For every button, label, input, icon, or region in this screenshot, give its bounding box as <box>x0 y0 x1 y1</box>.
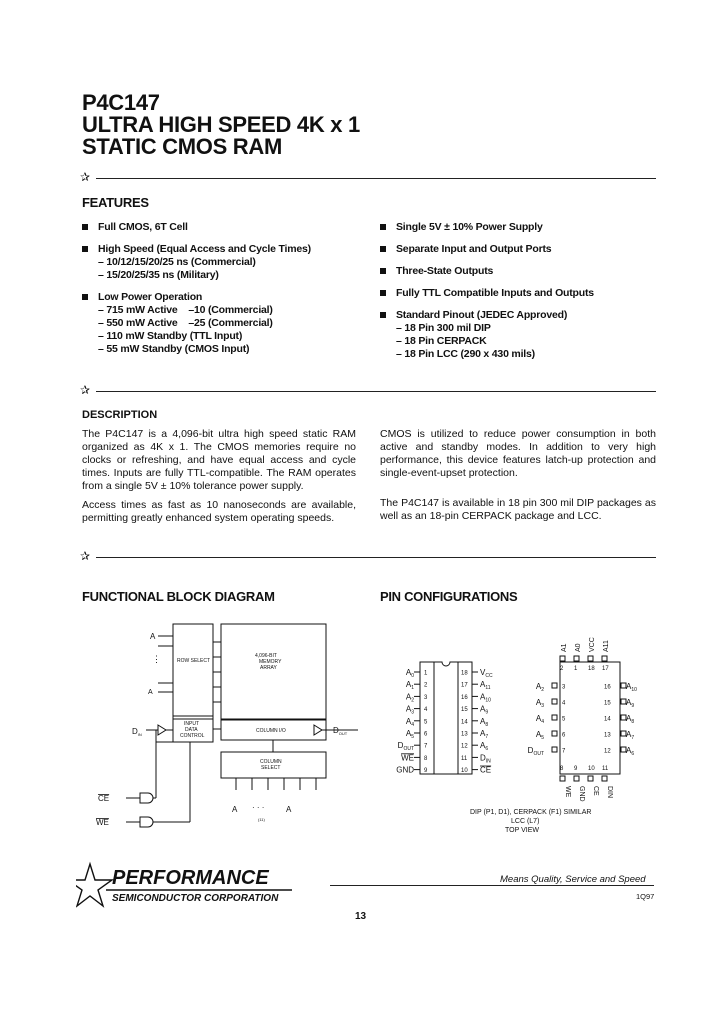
column-a-left-label: A <box>232 805 238 814</box>
feature-item <box>380 265 670 278</box>
input-control-line: CONTROL <box>180 733 205 739</box>
we-label: WE <box>96 818 109 827</box>
lcc-pin-number: 6 <box>562 732 566 739</box>
row-select-label: ROW SELECT <box>177 658 211 664</box>
address-a-label: A <box>150 632 156 641</box>
lcc-pad <box>621 683 626 688</box>
lcc-pad <box>621 731 626 736</box>
ellipsis-icon: · · · <box>252 803 265 812</box>
feature-sub: – 15/20/25/35 ns (Military) <box>98 269 219 281</box>
page-title <box>82 92 360 158</box>
separator <box>96 391 656 392</box>
pin-caption-line: LCC (L7) <box>511 818 540 825</box>
dip-pin-number: 17 <box>461 682 468 689</box>
dip-pin-label: CE <box>480 765 492 775</box>
dip-pin-label: $A_2$ <box>405 692 414 704</box>
lcc-pin-number: 18 <box>588 666 595 672</box>
feature-sub: – 550 mW Active –25 (Commercial) <box>98 317 273 329</box>
input-control-line: INPUT <box>184 721 199 727</box>
din-label <box>132 727 142 737</box>
dip-pin-number: 3 <box>424 694 428 701</box>
feature-label: Standard Pinout (JEDEC Approved) <box>396 309 568 321</box>
address-a-bottom-label: A <box>148 689 153 696</box>
dip-pin-label: $A_{10}$ <box>480 692 491 704</box>
dip-pin-number: 2 <box>424 682 428 689</box>
dip-pin-label: $A_1$ <box>405 680 414 692</box>
feature-label: Three-State Outputs <box>396 265 494 277</box>
lcc-pin-label: $A_4$ <box>535 714 544 725</box>
lcc-pad <box>621 747 626 752</box>
lcc-pad <box>602 776 607 781</box>
dip-pin-number: 12 <box>461 743 468 750</box>
lcc-pad <box>621 715 626 720</box>
feature-item <box>380 287 670 300</box>
lcc-pin-number: 17 <box>602 666 609 672</box>
lcc-pad <box>588 656 593 661</box>
title-line-3: STATIC CMOS RAM <box>82 134 282 159</box>
dip-pin-number: 18 <box>461 670 468 677</box>
feature-item <box>380 221 670 234</box>
lcc-pin-label: $A_3$ <box>535 698 544 709</box>
lcc-pad <box>552 715 557 720</box>
dip-pin-label: $A_4$ <box>405 716 414 728</box>
dip-pin-number: 6 <box>424 731 428 738</box>
feature-label: Low Power Operation <box>98 291 203 303</box>
lcc-pin-label: VCC <box>589 637 596 652</box>
star-icon: ✰ <box>80 170 91 184</box>
footer-rule <box>330 885 654 886</box>
dip-pin-number: 14 <box>461 719 468 726</box>
memory-array-line: ARRAY <box>260 665 277 671</box>
column-select-line: SELECT <box>261 765 281 771</box>
feature-sub: – 55 mW Standby (CMOS Input) <box>98 343 250 355</box>
dip-pin-label: $A_0$ <box>405 668 414 679</box>
lcc-pin-number: 8 <box>560 766 564 772</box>
lcc-pin-number: 10 <box>588 766 595 772</box>
lcc-pin-number: 7 <box>562 748 566 755</box>
separator <box>96 557 656 558</box>
lcc-pin-label: $D_{OUT}$ <box>527 746 544 757</box>
lcc-pin-number: 11 <box>602 766 609 772</box>
feature-sub: – 10/12/15/20/25 ns (Commercial) <box>98 256 256 268</box>
block-diagram-heading: FUNCTIONAL BLOCK DIAGRAM <box>82 589 275 604</box>
lcc-pin-number: 1 <box>574 666 578 672</box>
memory-array-line: 4,096-BIT <box>255 653 277 659</box>
feature-sub: – 18 Pin LCC (290 x 430 mils) <box>396 348 535 360</box>
description-left <box>82 428 356 531</box>
dip-pin-label: $A_7$ <box>480 729 489 740</box>
logo-performance: PERFORMANCE <box>112 867 269 889</box>
input-control-line: DATA <box>185 727 198 733</box>
feature-label: Single 5V ± 10% Power Supply <box>396 221 543 233</box>
lcc-pad <box>560 656 565 661</box>
description-paragraph: CMOS is utilized to reduce power consumption in both active and standby modes. In addition to very high performance, this device features latch-up protection and single-event-upset protection. <box>380 428 656 479</box>
ce-label: CE <box>98 794 110 803</box>
dip-pin-number: 10 <box>461 768 468 775</box>
din-label-main: D <box>132 727 138 736</box>
lcc-pin-label: $A_2$ <box>535 682 544 693</box>
description-right <box>380 428 656 529</box>
lcc-pin-number: 13 <box>604 732 611 739</box>
lcc-pin-label: $A_7$ <box>626 730 635 741</box>
features-left-list <box>82 221 372 365</box>
dip-pin-number: 15 <box>461 707 468 714</box>
lcc-pad <box>552 747 557 752</box>
lcc-pin-label: DIN <box>606 786 613 799</box>
logo-star-icon <box>76 864 112 906</box>
column-a-sub-label: (11) <box>258 817 265 822</box>
dip-pin-label: GND <box>396 765 414 775</box>
pin-caption-line: DIP (P1, D1), CERPACK (F1) SIMILAR <box>470 809 592 816</box>
lcc-pin-number: 14 <box>604 716 611 723</box>
dip-pin-number: 4 <box>424 707 428 714</box>
dip-pin-label: $A_8$ <box>480 716 489 728</box>
feature-item <box>380 309 670 361</box>
lcc-pin-number: 5 <box>562 716 566 723</box>
features-right-list <box>380 221 670 370</box>
lcc-pin-label: WE <box>564 786 571 798</box>
lcc-pin-number: 2 <box>560 666 564 672</box>
memory-array-line: MEMORY <box>259 659 282 665</box>
dip-pin-label: $A_3$ <box>405 704 414 716</box>
feature-label: Fully TTL Compatible Inputs and Outputs <box>396 287 594 299</box>
separator <box>96 178 656 179</box>
dip-pin-number: 7 <box>424 743 428 750</box>
lcc-pin-number: 9 <box>574 766 578 772</box>
lcc-pin-label: A1 <box>561 643 568 652</box>
dip-pin-label: $A_{11}$ <box>480 680 491 692</box>
dip-pin-label: $D_{IN}$ <box>480 753 491 765</box>
feature-sub: – 110 mW Standby (TTL Input) <box>98 330 243 342</box>
dip-pin-label: $A_5$ <box>405 729 414 740</box>
lcc-pin-number: 15 <box>604 700 611 707</box>
ellipsis-icon: ⋮ <box>152 654 161 664</box>
date-code: 1Q97 <box>636 892 655 901</box>
lcc-pad <box>552 731 557 736</box>
lcc-pin-label: $A_9$ <box>626 698 635 709</box>
star-icon: ✰ <box>80 549 91 563</box>
dout-label-sub: OUT <box>338 731 348 736</box>
company-logo <box>76 858 306 910</box>
lcc-pin-label: A11 <box>603 640 610 652</box>
lcc-package <box>560 662 620 774</box>
title-line-1: P4C147 <box>82 90 160 115</box>
lcc-pad <box>552 683 557 688</box>
dip-pin-number: 8 <box>424 755 428 762</box>
lcc-pin-label: $A_{10}$ <box>626 682 637 693</box>
lcc-pin-label: $A_8$ <box>626 714 635 725</box>
lcc-pad <box>602 656 607 661</box>
lcc-pin-number: 16 <box>604 684 611 691</box>
star-icon: ✰ <box>80 383 91 397</box>
row-select-block <box>173 624 213 719</box>
feature-item <box>82 291 372 356</box>
logo-semiconductor: SEMICONDUCTOR CORPORATION <box>112 893 279 904</box>
lcc-pad <box>621 699 626 704</box>
lcc-pin-label: $A_6$ <box>626 746 635 757</box>
lcc-pad <box>588 776 593 781</box>
feature-label: High Speed (Equal Access and Cycle Times) <box>98 243 311 255</box>
feature-sub: – 18 Pin 300 mil DIP <box>396 322 491 334</box>
lcc-pin-label: GND <box>578 786 585 802</box>
description-heading: DESCRIPTION <box>82 409 158 421</box>
feature-item <box>380 243 670 256</box>
lcc-pad <box>574 776 579 781</box>
feature-sub: – 18 Pin CERPACK <box>396 335 487 347</box>
dip-pin-label: $A_9$ <box>480 704 489 716</box>
pin-caption-line: TOP VIEW <box>505 827 539 834</box>
lcc-pin-label: A0 <box>575 643 582 652</box>
column-io-label: COLUMN I/O <box>256 728 286 734</box>
column-select-line: COLUMN <box>260 759 282 765</box>
dip-pin-number: 11 <box>461 755 468 762</box>
description-paragraph: The P4C147 is a 4,096-bit ultra high speed static RAM organized as 4K x 1. The CMOS memories require no clocks or refreshing, and have equal access and cycle times. Inputs are fully TTL-compatible. The RAM operates from a single 5V ± 10% tolerance power supply. <box>82 428 356 492</box>
lcc-pad <box>552 699 557 704</box>
lcc-pin-label: $A_5$ <box>535 730 544 741</box>
tagline: Means Quality, Service and Speed <box>500 874 646 885</box>
lcc-pin-number: 12 <box>604 748 611 755</box>
lcc-pin-label: CE <box>592 786 599 796</box>
feature-item <box>82 243 372 282</box>
dip-pin-number: 1 <box>424 670 428 677</box>
din-label-sub: IN <box>137 732 142 737</box>
dip-pin-number: 9 <box>424 768 428 775</box>
lcc-pad <box>560 776 565 781</box>
feature-item <box>82 221 372 234</box>
pin-configurations <box>380 612 670 842</box>
description-paragraph: Access times as fast as 10 nanoseconds are available, permitting greatly enhanced system operating speeds. <box>82 499 356 524</box>
title-line-2: ULTRA HIGH SPEED 4K x 1 <box>82 112 360 137</box>
dip-pin-number: 13 <box>461 731 468 738</box>
column-a-right-label: A <box>286 805 292 814</box>
dip-pin-number: 5 <box>424 719 428 726</box>
description-paragraph: The P4C147 is available in 18 pin 300 mil DIP packages as well as an 18-pin CERPACK package and LCC. <box>380 497 656 522</box>
dip-pin-label: $A_6$ <box>480 741 489 753</box>
feature-label: Separate Input and Output Ports <box>396 243 552 255</box>
lcc-pin-number: 3 <box>562 684 566 691</box>
features-heading: FEATURES <box>82 195 149 210</box>
page-number: 13 <box>355 911 367 922</box>
memory-array-block <box>221 624 326 719</box>
dip-pin-number: 16 <box>461 694 468 701</box>
feature-label: Full CMOS, 6T Cell <box>98 221 188 233</box>
block-diagram <box>80 612 370 832</box>
dout-label <box>333 726 348 736</box>
dip-pin-label: $V_{CC}$ <box>480 668 493 679</box>
lcc-pad <box>574 656 579 661</box>
feature-sub: – 715 mW Active –10 (Commercial) <box>98 304 273 316</box>
dip-pin-label: WE <box>401 753 414 763</box>
dip-pin-label: $D_{OUT}$ <box>397 741 414 753</box>
dout-label-main: D <box>333 726 339 735</box>
pin-config-heading: PIN CONFIGURATIONS <box>380 589 518 604</box>
lcc-pin-number: 4 <box>562 700 566 707</box>
